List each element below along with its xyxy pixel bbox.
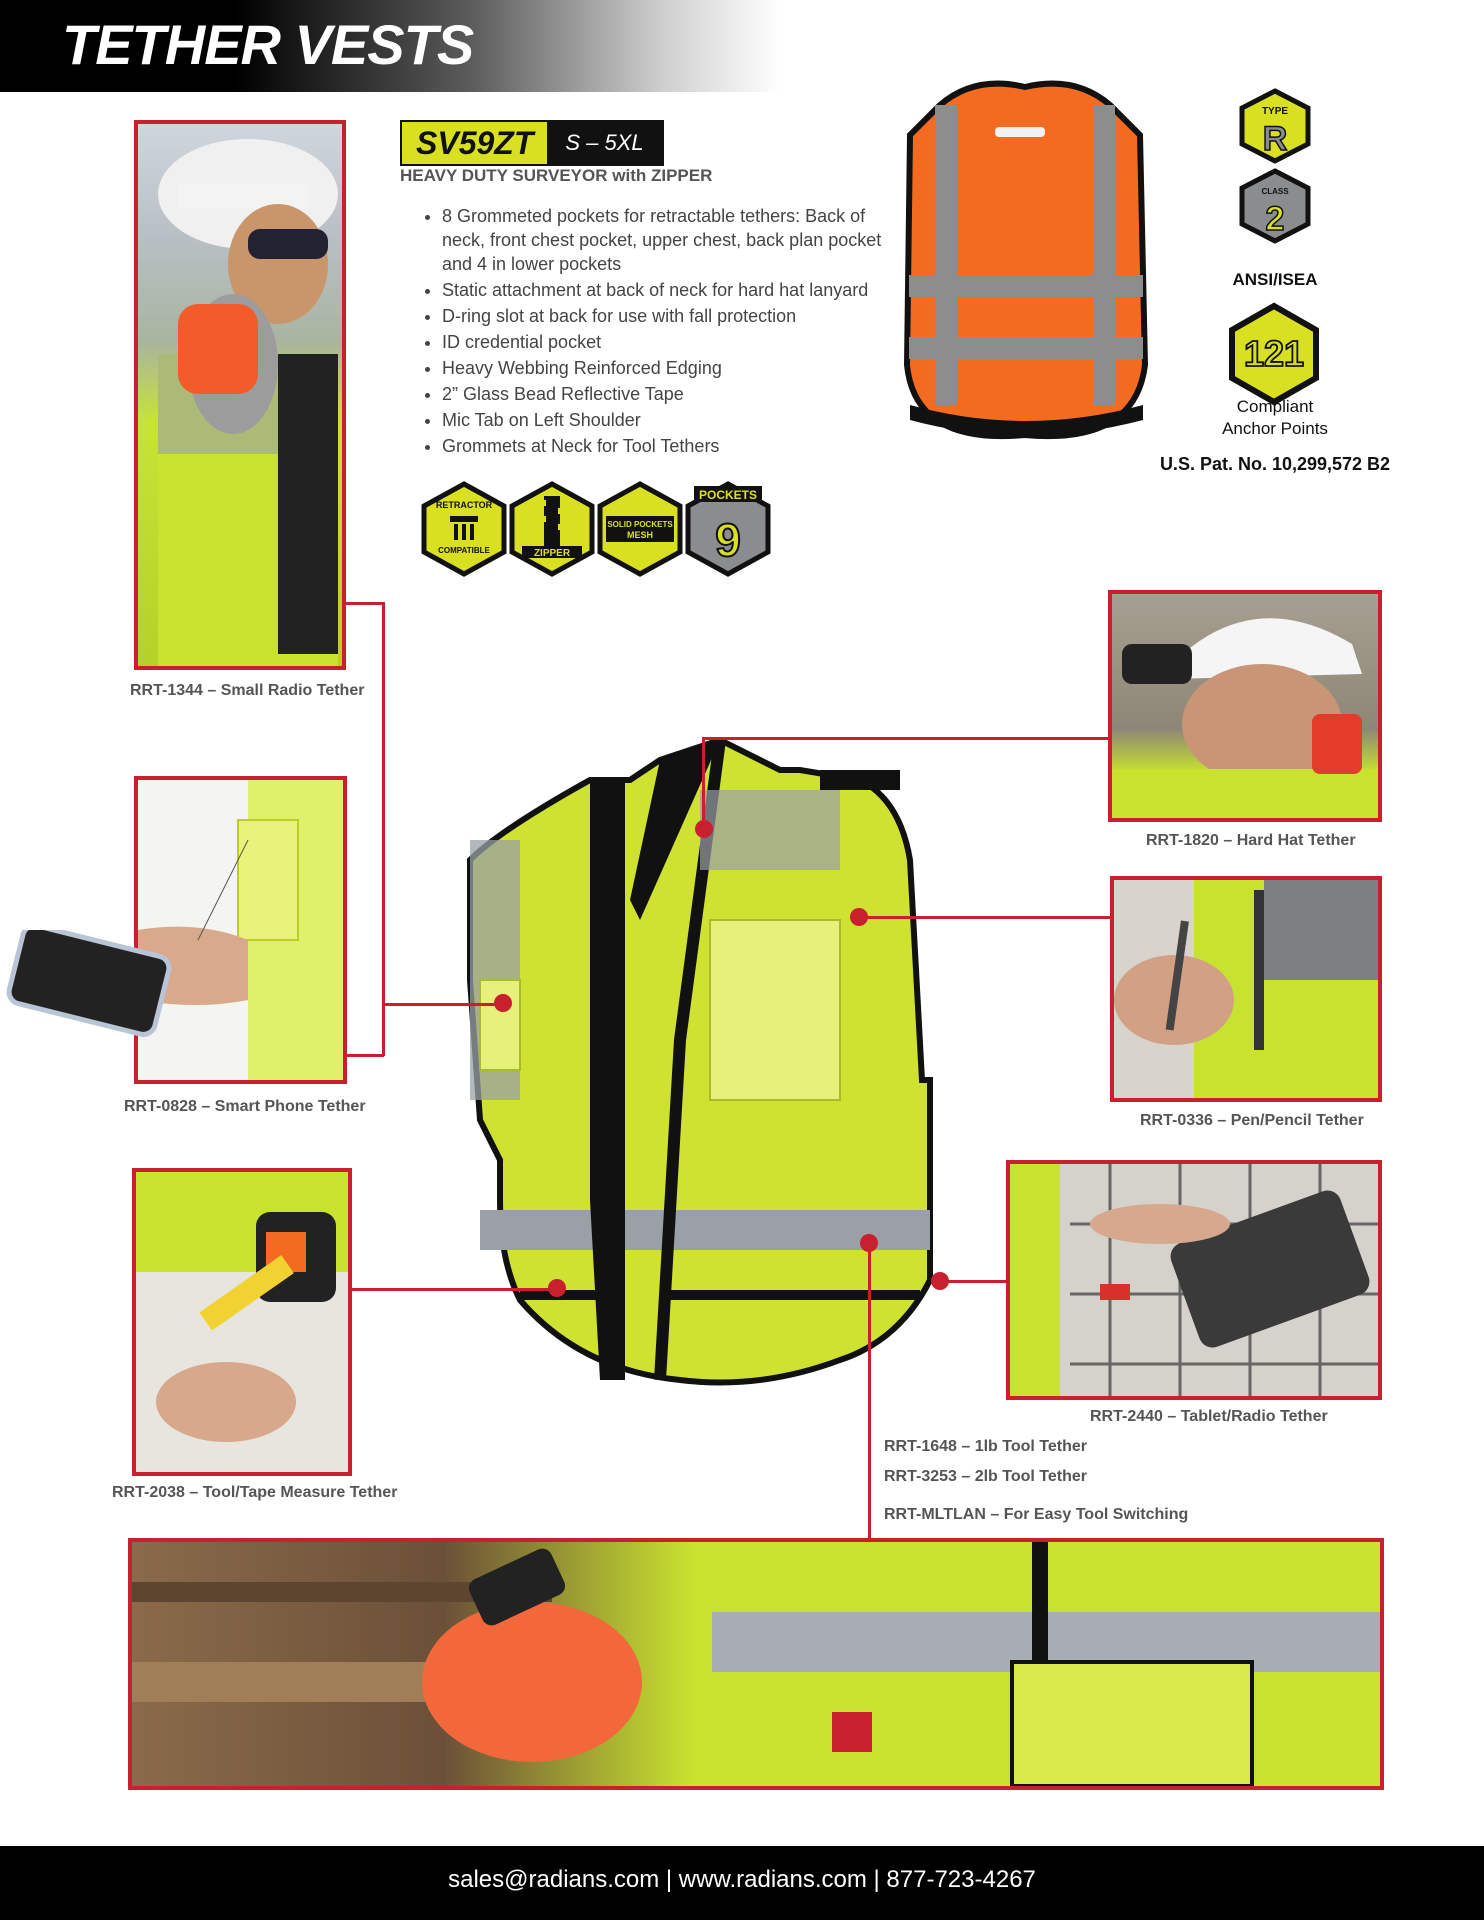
pockets-count-icon [688,484,768,574]
caption-phone-tether: RRT-0828 – Smart Phone Tether [124,1098,366,1115]
tape-tether-photo [132,1168,352,1476]
caption-tape-tether: RRT-2038 – Tool/Tape Measure Tether [112,1484,398,1501]
connector-line [702,737,705,827]
svg-text:POCKETS: POCKETS [698,488,758,502]
anchor-point-marker [548,1279,566,1297]
caption-radio-tether: RRT-1344 – Small Radio Tether [130,682,365,699]
anchor-point-marker [931,1272,949,1290]
caption-hardhat-tether: RRT-1820 – Hard Hat Tether [1146,832,1356,849]
caption-pen-tether: RRT-0336 – Pen/Pencil Tether [1140,1112,1364,1129]
anchor-point-marker [695,820,713,838]
model-badge [400,120,664,166]
feature-item: • 8 Grommeted pockets for retractable tethers: Back of neck, front chest pocket, upper chest, back plan pocket and 4 in lower pockets [442,204,912,276]
pen-tether-photo [1110,876,1382,1102]
orange-vest-back-image [895,75,1155,445]
svg-text:ZIPPER: ZIPPER [533,548,571,559]
feature-item: • ID credential pocket [442,330,912,354]
hardhat-worker-image [1112,594,1378,818]
connector-line [702,737,1108,740]
connector-line [862,916,1110,919]
tape-measure-image [136,1172,348,1472]
connector-line [352,1288,557,1291]
tool-switching-photo [128,1538,1384,1790]
certification-badges [1238,88,1312,244]
smartphone-image [4,930,174,1040]
model-code: SV59ZT [402,122,547,164]
retractor-compatible-icon [424,484,504,574]
caption-tool-tether-1lb: RRT-1648 – 1lb Tool Tether [884,1438,1088,1455]
footer-contact: sales@radians.com | www.radians.com | 877-723-4267 [448,1866,1036,1893]
worker-tool-tether-image [132,1542,1380,1786]
anchor-points-icon [1226,302,1322,406]
svg-text:9: 9 [715,514,741,566]
connector-line [940,1280,1006,1283]
worker-radio-image [138,124,342,666]
caption-tool-tether-2lb: RRT-3253 – 2lb Tool Tether [884,1468,1088,1485]
tablet-tether-photo [1006,1160,1382,1400]
feature-item: • 2” Glass Bead Reflective Tape [442,382,912,406]
svg-text:121: 121 [1243,333,1305,374]
svg-text:CLASS: CLASS [1261,187,1289,196]
svg-text:TYPE: TYPE [1261,106,1289,117]
connector-line [346,602,384,605]
anchor-point-marker [494,994,512,1012]
standard-label: ANSI/ISEA [1232,270,1318,289]
zipper-icon [512,484,592,574]
connector-line [868,1240,871,1540]
anchor-point-marker [850,908,868,926]
feature-item: • Grommets at Neck for Tool Tethers [442,434,912,458]
class-2-icon [1242,171,1308,241]
anchor-point-marker [860,1234,878,1252]
patent-number: U.S. Pat. No. 10,299,572 B2 [1159,454,1391,474]
type-r-icon [1242,91,1308,161]
svg-text:MESH: MESH [626,530,654,540]
hardhat-tether-photo [1108,590,1382,822]
connector-line [346,1054,384,1057]
feature-list [424,204,912,460]
mesh-icon [600,484,680,574]
page-title: TETHER VESTS [62,13,474,76]
anchor-points-label: Compliant Anchor Points [1222,397,1328,438]
pen-hand-image [1114,880,1378,1098]
connector-line [382,602,385,1056]
svg-text:SOLID POCKETS: SOLID POCKETS [607,520,673,529]
svg-text:2: 2 [1265,200,1285,238]
product-subtitle: HEAVY DUTY SURVEYOR with ZIPPER [400,166,713,185]
svg-text:R: R [1262,120,1288,158]
svg-text:COMPATIBLE: COMPATIBLE [438,546,490,555]
feature-item: • Mic Tab on Left Shoulder [442,408,912,432]
radio-tether-photo [134,120,346,670]
size-range: S – 5XL [547,122,661,164]
feature-badges [420,480,776,580]
svg-text:RETRACTOR: RETRACTOR [435,500,493,510]
caption-mltlan-tether: RRT-MLTLAN – For Easy Tool Switching [884,1506,1189,1523]
feature-item: • Static attachment at back of neck for hard hat lanyard [442,278,912,302]
yellow-vest-front-image [460,740,960,1500]
connector-line [384,1003,504,1006]
feature-item: • Heavy Webbing Reinforced Edging [442,356,912,380]
tablet-hand-image [1010,1164,1378,1396]
caption-tablet-tether: RRT-2440 – Tablet/Radio Tether [1090,1408,1328,1425]
feature-item: • D-ring slot at back for use with fall protection [442,304,912,328]
